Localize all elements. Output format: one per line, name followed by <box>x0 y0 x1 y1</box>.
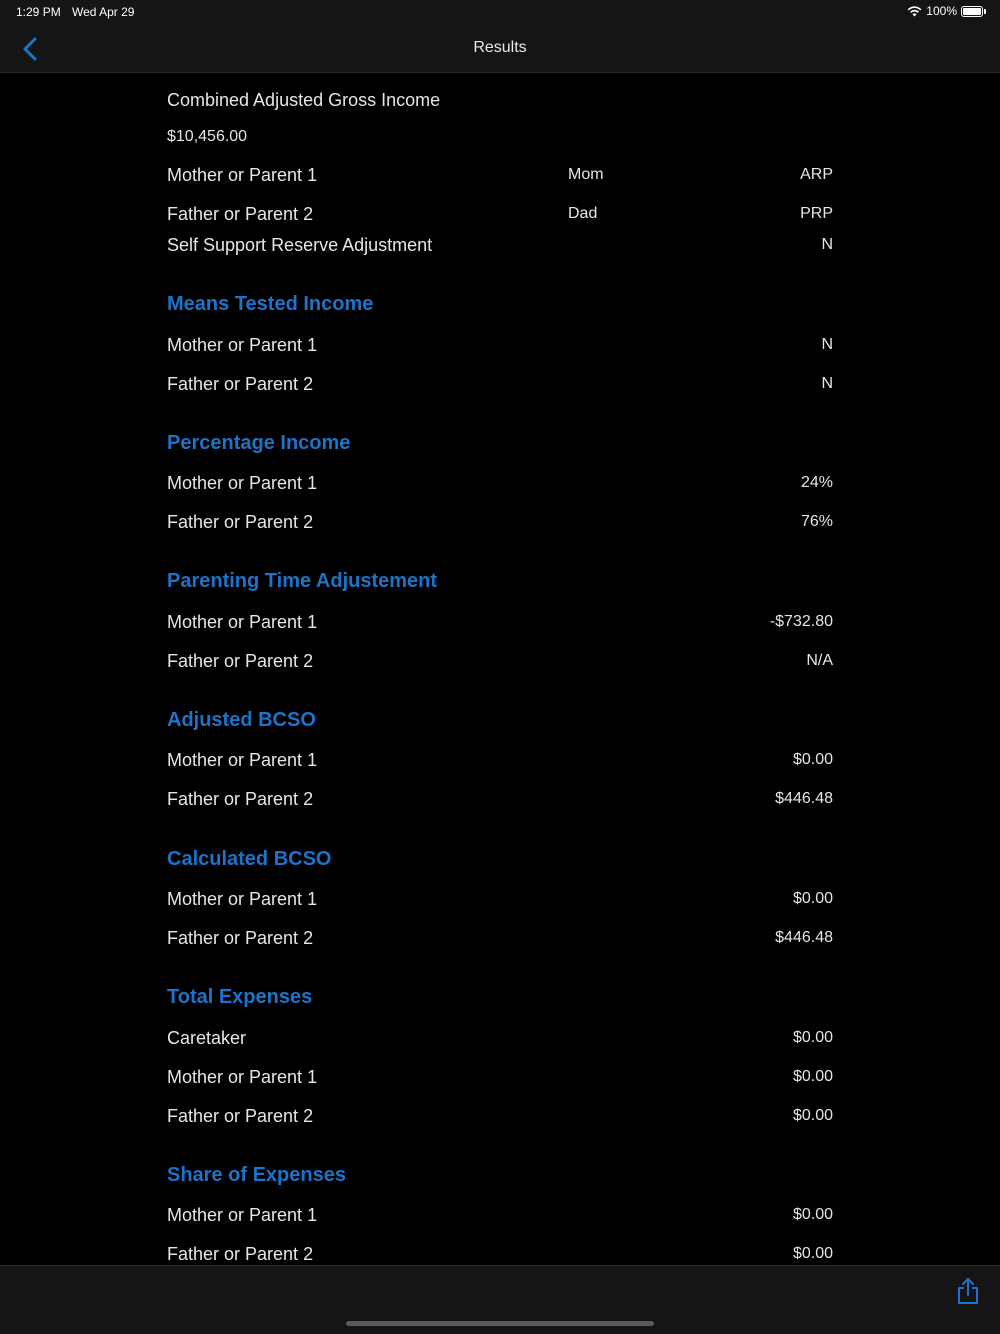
row-value: $446.48 <box>775 929 833 946</box>
list-item <box>167 1201 833 1229</box>
row-label: Mother or Parent 1 <box>167 1204 318 1225</box>
row-value: ARP <box>800 166 833 183</box>
summary-row <box>167 161 833 189</box>
section-title-means-tested-income: Means Tested Income <box>167 293 374 315</box>
list-item <box>167 1102 833 1130</box>
battery-icon <box>961 6 983 17</box>
list-item <box>167 924 833 952</box>
row-role: Mom <box>568 166 604 183</box>
row-label: Self Support Reserve Adjustment <box>167 234 433 255</box>
row-value: $0.00 <box>792 1029 833 1046</box>
status-date: Wed Apr 29 <box>72 5 135 19</box>
row-value: 24% <box>800 474 833 491</box>
battery-tip <box>984 9 986 14</box>
row-label: Mother or Parent 1 <box>167 611 318 632</box>
row-value: N/A <box>806 652 833 669</box>
list-item <box>167 608 833 636</box>
row-value: N <box>821 375 833 392</box>
list-item <box>167 1024 833 1052</box>
summary-row <box>167 200 833 228</box>
row-value: $446.48 <box>775 790 833 807</box>
combined-income-heading: Combined Adjusted Gross Income <box>167 90 441 110</box>
list-item <box>167 1063 833 1091</box>
row-value: N <box>821 236 833 253</box>
row-label: Mother or Parent 1 <box>167 888 318 909</box>
row-value: $0.00 <box>792 1107 833 1124</box>
row-label: Mother or Parent 1 <box>167 749 318 770</box>
row-label: Mother or Parent 1 <box>167 472 318 493</box>
row-value: $0.00 <box>792 751 833 768</box>
section-title-parenting-time: Parenting Time Adjustement <box>167 570 438 592</box>
row-label: Father or Parent 2 <box>167 788 314 809</box>
summary-row <box>167 231 833 259</box>
section-title-share-of-expenses: Share of Expenses <box>167 1164 346 1186</box>
row-label: Father or Parent 2 <box>167 511 314 532</box>
battery-percent: 100% <box>926 4 957 18</box>
row-value: $0.00 <box>792 1206 833 1223</box>
list-item <box>167 746 833 774</box>
list-item <box>167 469 833 497</box>
row-label: Father or Parent 2 <box>167 927 314 948</box>
row-label: Father or Parent 2 <box>167 650 314 671</box>
list-item <box>167 331 833 359</box>
row-value: $0.00 <box>792 1068 833 1085</box>
status-indicators <box>907 4 986 18</box>
row-label: Father or Parent 2 <box>167 203 314 224</box>
row-label: Mother or Parent 1 <box>167 164 318 185</box>
section-title-total-expenses: Total Expenses <box>167 986 313 1008</box>
section-title-percentage-income: Percentage Income <box>167 432 351 454</box>
row-value: -$732.80 <box>769 613 833 630</box>
row-role: Dad <box>568 205 598 222</box>
row-value: PRP <box>800 205 833 222</box>
row-value: N <box>821 336 833 353</box>
row-label: Mother or Parent 1 <box>167 334 318 355</box>
row-label: Caretaker <box>167 1027 247 1048</box>
wifi-icon <box>907 6 922 17</box>
list-item <box>167 885 833 913</box>
results-list[interactable] <box>0 73 1000 1265</box>
list-item <box>167 647 833 675</box>
share-icon[interactable] <box>956 1277 980 1305</box>
page-title: Results <box>473 39 527 56</box>
list-item <box>167 370 833 398</box>
bottom-toolbar <box>0 1265 1000 1334</box>
section-title-calculated-bcso: Calculated BCSO <box>167 848 332 870</box>
combined-income-amount: $10,456.00 <box>167 128 248 145</box>
list-item <box>167 508 833 536</box>
navigation-bar <box>0 24 1000 73</box>
row-label: Father or Parent 2 <box>167 373 314 394</box>
status-time: 1:29 PM <box>16 5 61 19</box>
list-item <box>167 785 833 813</box>
row-value: 76% <box>800 513 833 530</box>
list-item <box>167 1240 833 1265</box>
status-bar <box>0 0 1000 24</box>
row-value: $0.00 <box>792 890 833 907</box>
row-label: Father or Parent 2 <box>167 1105 314 1126</box>
row-label: Father or Parent 2 <box>167 1243 314 1264</box>
row-value: $0.00 <box>792 1245 833 1262</box>
home-indicator[interactable] <box>346 1321 654 1326</box>
row-label: Mother or Parent 1 <box>167 1066 318 1087</box>
section-title-adjusted-bcso: Adjusted BCSO <box>167 709 316 731</box>
